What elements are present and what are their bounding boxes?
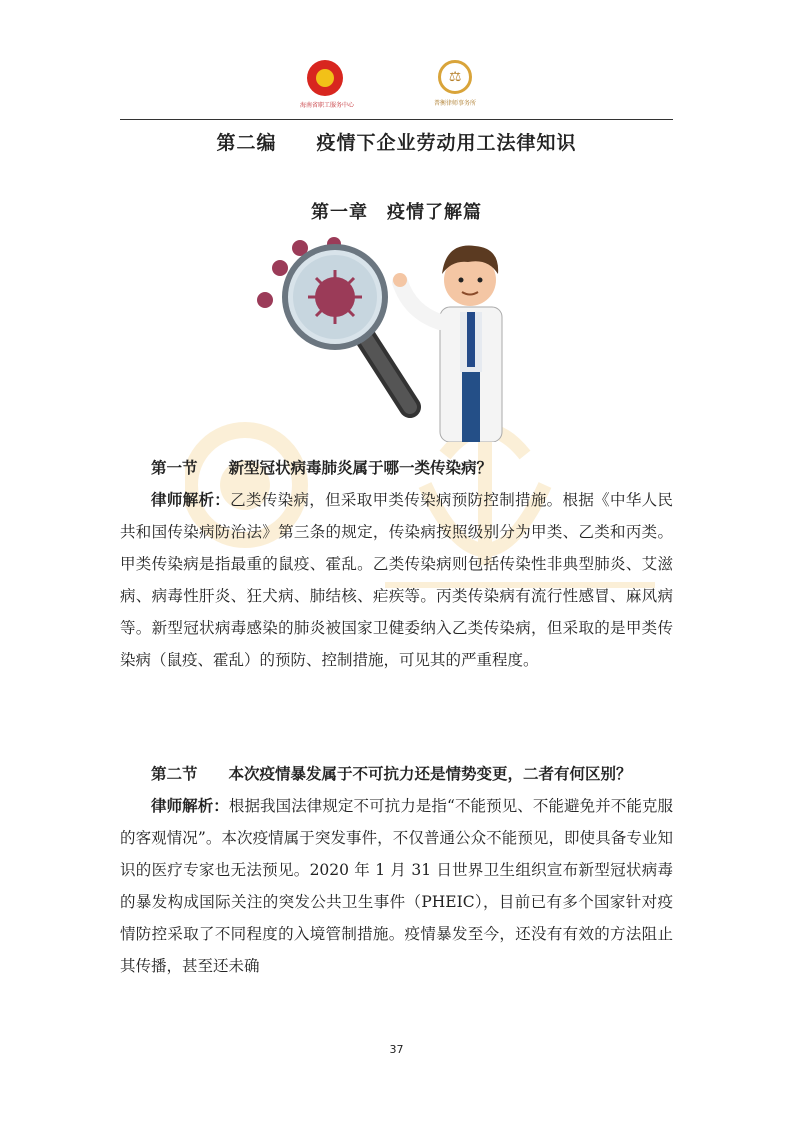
analysis-text: 根据我国法律规定不可抗力是指“不能预见、不能避免并不能克服的客观情况”。本次疫情属于突发事件，不仅普通公众不能预见，即使具备专业知识的医疗专家也无法预见。2020 年 1 月 31 日世界卫生组织宣布新型冠状病毒的暴发构成国际关注的突发公共卫生事件（PHEIC），目前已有多个国家针对疫情防控采取了不同程度的入境管制措施。疫情暴发至今，还没有有效的方法阻止其传播，甚至还未确 (120, 797, 673, 975)
page-number: 37 (389, 1043, 404, 1056)
analysis-text: 乙类传染病，但采取甲类传染病预防控制措施。根据《中华人民共和国传染病防治法》第三条的规定，传染病按照级别分为甲类、乙类和丙类。甲类传染病是指最重的鼠疫、霍乱。乙类传染病则包括传染性非典型肺炎、艾滋病、病毒性肝炎、狂犬病、肺结核、疟疾等。丙类传染病有流行性感冒、麻风病等。新型冠状病毒感染的肺炎被国家卫健委纳入乙类传染病，但采取的是甲类传染病（鼠疫、霍乱）的预防、控制措施，可见其的严重程度。 (120, 491, 673, 669)
section-1 (120, 452, 673, 676)
doctor-magnifier-illustration (250, 232, 510, 442)
law-firm-emblem-icon: ⚖ (438, 60, 472, 94)
union-logo-caption: 海南省职工服务中心 (300, 102, 355, 109)
union-emblem-icon (307, 60, 343, 96)
section-paragraph (120, 484, 673, 676)
page-header (120, 60, 673, 120)
section-heading: 第一节 新型冠状病毒肺炎属于哪一类传染病？ (151, 459, 493, 477)
law-firm-logo-caption: 普衡律师事务所 (433, 100, 476, 107)
header-divider (120, 119, 673, 120)
part-title: 第二编 疫情下企业劳动用工法律知识 (216, 132, 577, 154)
law-firm-logo (420, 60, 490, 107)
section-heading: 第二节 本次疫情暴发属于不可抗力还是情势变更，二者有何区别？ (151, 765, 632, 783)
analysis-label: 律师解析： (151, 797, 229, 815)
chapter-title: 第一章 疫情了解篇 (311, 202, 482, 223)
section-paragraph (120, 790, 673, 982)
analysis-label: 律师解析： (151, 491, 231, 509)
union-logo (300, 60, 355, 109)
section-2 (120, 758, 673, 982)
